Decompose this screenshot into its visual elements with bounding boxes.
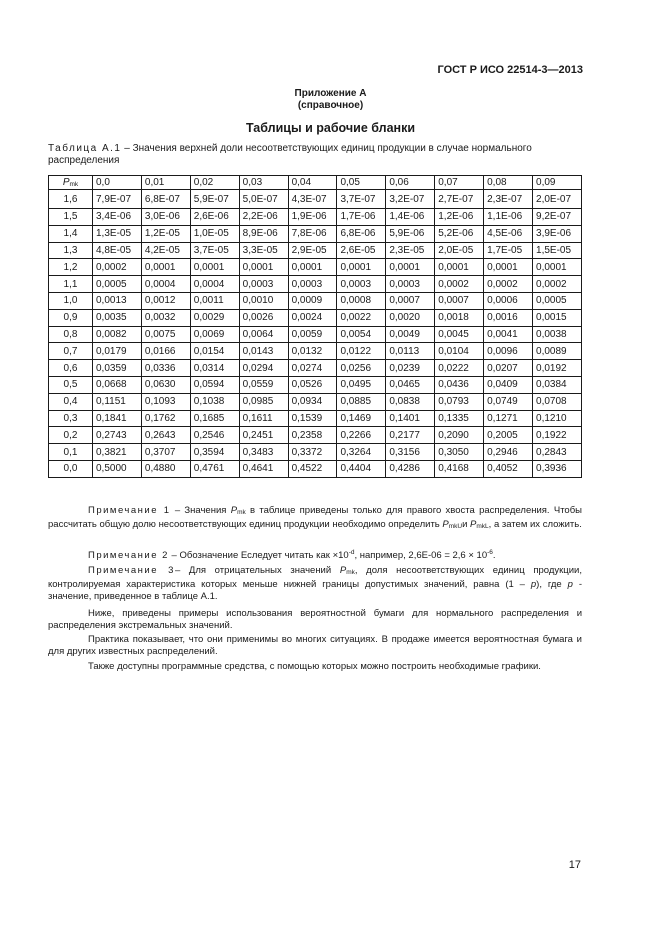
table-cell: 3,7E-05 bbox=[190, 242, 239, 259]
table-cell: 0,4052 bbox=[484, 460, 533, 477]
table-cell: 0,0630 bbox=[141, 376, 190, 393]
table-cell: 0,0041 bbox=[484, 326, 533, 343]
table-cell: 1,0E-05 bbox=[190, 225, 239, 242]
note-1-symbol-3: P bbox=[470, 519, 477, 530]
table-cell: 0,0012 bbox=[141, 292, 190, 309]
column-header: 0,05 bbox=[337, 176, 386, 190]
row-header-cell: 1,4 bbox=[49, 225, 93, 242]
paragraph-3: Также доступны программные средства, с помощью которых можно построить необходимые графики. bbox=[88, 661, 541, 672]
note-3-text-b: , доля несоответствующих единиц продукции, контролируемая характеристика которых меньше нижней границы допустимых значений, равна (1 – bbox=[48, 565, 582, 590]
row-header-cell: 1,6 bbox=[49, 190, 93, 209]
table-cell: 2,0E-05 bbox=[435, 242, 484, 259]
note-1-text-d: , а затем их сложить. bbox=[488, 519, 582, 530]
table-cell: 0,3594 bbox=[190, 444, 239, 461]
table-cell: 0,1539 bbox=[288, 410, 337, 427]
table-row bbox=[49, 259, 582, 276]
table-cell: 0,2358 bbox=[288, 427, 337, 444]
table-cell: 0,0054 bbox=[337, 326, 386, 343]
table-cell: 5,9E-06 bbox=[386, 225, 435, 242]
table-cell: 0,4168 bbox=[435, 460, 484, 477]
note-2-text-c: . bbox=[492, 550, 496, 561]
table-cell: 1,7E-05 bbox=[484, 242, 533, 259]
table-cell: 1,1E-06 bbox=[484, 209, 533, 226]
table-cell: 0,0003 bbox=[288, 276, 337, 293]
table-cell: 0,0024 bbox=[288, 309, 337, 326]
table-cell: 1,9E-06 bbox=[288, 209, 337, 226]
row-header-cell: 0,7 bbox=[49, 343, 93, 360]
table-cell: 0,0007 bbox=[435, 292, 484, 309]
note-1 bbox=[48, 505, 582, 533]
column-header: 0,01 bbox=[141, 176, 190, 190]
note-1-symbol-2-sub: mkU bbox=[448, 523, 463, 530]
table-cell: 0,0222 bbox=[435, 360, 484, 377]
note-1-symbol-2: P bbox=[442, 519, 449, 530]
corner-subscript: mk bbox=[69, 181, 79, 188]
table-cell: 0,0359 bbox=[93, 360, 142, 377]
table-cell: 0,0934 bbox=[288, 393, 337, 410]
table-cell: 0,0409 bbox=[484, 376, 533, 393]
table-cell: 8,9E-06 bbox=[239, 225, 288, 242]
table-cell: 0,3821 bbox=[93, 444, 142, 461]
table-cell: 0,2743 bbox=[93, 427, 142, 444]
table-cell: 4,2E-05 bbox=[141, 242, 190, 259]
annex-subtitle: (справочное) bbox=[297, 100, 364, 111]
table-cell: 0,0985 bbox=[239, 393, 288, 410]
row-header-cell: 0,1 bbox=[49, 444, 93, 461]
note-2-sup-1: -d bbox=[348, 549, 355, 556]
row-header-cell: 0,4 bbox=[49, 393, 93, 410]
table-cell: 0,1038 bbox=[190, 393, 239, 410]
table-cell: 0,0495 bbox=[337, 376, 386, 393]
table-cell: 0,0020 bbox=[386, 309, 435, 326]
page-number: 17 bbox=[568, 859, 581, 871]
table-cell: 0,0294 bbox=[239, 360, 288, 377]
table-cell: 0,0179 bbox=[93, 343, 142, 360]
table-cell: 0,0336 bbox=[141, 360, 190, 377]
table-cell: 0,0009 bbox=[288, 292, 337, 309]
table-cell: 0,4761 bbox=[190, 460, 239, 477]
table-cell: 0,0003 bbox=[337, 276, 386, 293]
table-cell: 1,5E-05 bbox=[533, 242, 582, 259]
table-cell: 0,1762 bbox=[141, 410, 190, 427]
table-cell: 0,0594 bbox=[190, 376, 239, 393]
note-3-symbol: P bbox=[339, 565, 347, 576]
table-cell: 0,0096 bbox=[484, 343, 533, 360]
note-1-symbol-3-sub: mkL bbox=[476, 523, 489, 530]
column-header: 0,06 bbox=[386, 176, 435, 190]
table-cell: 0,0256 bbox=[337, 360, 386, 377]
table-cell: 0,3050 bbox=[435, 444, 484, 461]
table-row bbox=[49, 190, 582, 209]
table-cell: 0,0082 bbox=[93, 326, 142, 343]
table-cell: 0,0059 bbox=[288, 326, 337, 343]
table-cell: 0,4404 bbox=[337, 460, 386, 477]
annex-title: Приложение А bbox=[294, 88, 367, 99]
table-cell: 0,0005 bbox=[93, 276, 142, 293]
table-cell: 0,1093 bbox=[141, 393, 190, 410]
table-cell: 1,2E-05 bbox=[141, 225, 190, 242]
table-cell: 0,2946 bbox=[484, 444, 533, 461]
table-row bbox=[49, 276, 582, 293]
table-cell: 0,0143 bbox=[239, 343, 288, 360]
table-cell: 0,0029 bbox=[190, 309, 239, 326]
row-header-cell: 1,2 bbox=[49, 259, 93, 276]
table-cell: 0,0005 bbox=[533, 292, 582, 309]
table-cell: 0,0010 bbox=[239, 292, 288, 309]
table-cell: 0,2005 bbox=[484, 427, 533, 444]
table-cell: 0,1210 bbox=[533, 410, 582, 427]
table-cell: 0,0006 bbox=[484, 292, 533, 309]
table-cell: 0,0001 bbox=[435, 259, 484, 276]
table-cell: 0,0002 bbox=[435, 276, 484, 293]
row-header-cell: 1,3 bbox=[49, 242, 93, 259]
table-row bbox=[49, 225, 582, 242]
table-cell: 3,0E-06 bbox=[141, 209, 190, 226]
table-cell: 5,9E-07 bbox=[190, 190, 239, 209]
table-cell: 0,0793 bbox=[435, 393, 484, 410]
table-cell: 2,0E-07 bbox=[533, 190, 582, 209]
table-cell: 1,7E-06 bbox=[337, 209, 386, 226]
row-header-cell: 1,0 bbox=[49, 292, 93, 309]
table-cell: 0,1271 bbox=[484, 410, 533, 427]
table-cell: 2,9E-05 bbox=[288, 242, 337, 259]
column-header: 0,03 bbox=[239, 176, 288, 190]
table-cell: 0,0004 bbox=[141, 276, 190, 293]
table-cell: 0,0113 bbox=[386, 343, 435, 360]
table-row bbox=[49, 309, 582, 326]
table-row bbox=[49, 444, 582, 461]
table-cell: 0,2266 bbox=[337, 427, 386, 444]
table-cell: 0,0559 bbox=[239, 376, 288, 393]
note-1-symbol: P bbox=[230, 505, 238, 516]
note-2 bbox=[48, 547, 582, 562]
table-cell: 0,0064 bbox=[239, 326, 288, 343]
table-cell: 0,0384 bbox=[533, 376, 582, 393]
table-cell: 4,3E-07 bbox=[288, 190, 337, 209]
table-body bbox=[49, 190, 582, 478]
table-cell: 0,0011 bbox=[190, 292, 239, 309]
table-cell: 0,3483 bbox=[239, 444, 288, 461]
note-2-text-b: , например, 2,6E-06 = 2,6 × 10 bbox=[354, 550, 488, 561]
table-cell: 1,3E-05 bbox=[93, 225, 142, 242]
table-cell: 7,8E-06 bbox=[288, 225, 337, 242]
table-cell: 0,0089 bbox=[533, 343, 582, 360]
row-header-cell: 0,5 bbox=[49, 376, 93, 393]
table-cell: 0,2177 bbox=[386, 427, 435, 444]
table-cell: 6,8E-06 bbox=[337, 225, 386, 242]
table-cell: 0,0069 bbox=[190, 326, 239, 343]
column-header: 0,07 bbox=[435, 176, 484, 190]
table-row bbox=[49, 393, 582, 410]
table-cell: 0,2090 bbox=[435, 427, 484, 444]
table-cell: 0,1611 bbox=[239, 410, 288, 427]
table-cell: 9,2E-07 bbox=[533, 209, 582, 226]
table-cell: 0,0001 bbox=[288, 259, 337, 276]
column-header: 0,08 bbox=[484, 176, 533, 190]
table-cell: 3,2E-07 bbox=[386, 190, 435, 209]
note-1-text-b: в таблице приведены только для правого хвоста распределения. Чтобы рассчитать общую долю несоответствующих единиц продукции необходимо определить bbox=[48, 505, 582, 530]
note-3-text-a: – Для отрицательных значений bbox=[174, 565, 340, 576]
table-cell: 0,0001 bbox=[190, 259, 239, 276]
row-header-cell: 0,0 bbox=[49, 460, 93, 477]
table-cell: 0,0001 bbox=[386, 259, 435, 276]
table-cell: 0,0104 bbox=[435, 343, 484, 360]
note-2-text-a: – Обозначение Еследует читать как ×10 bbox=[168, 550, 349, 561]
table-cell: 0,5000 bbox=[93, 460, 142, 477]
table-cell: 0,0015 bbox=[533, 309, 582, 326]
table-cell: 0,0132 bbox=[288, 343, 337, 360]
table-cell: 0,0708 bbox=[533, 393, 582, 410]
table-cell: 0,0032 bbox=[141, 309, 190, 326]
table-cell: 0,1685 bbox=[190, 410, 239, 427]
row-header-cell: 1,1 bbox=[49, 276, 93, 293]
table-cell: 0,0001 bbox=[533, 259, 582, 276]
column-header: 0,02 bbox=[190, 176, 239, 190]
table-cell: 0,0008 bbox=[337, 292, 386, 309]
table-cell: 0,0003 bbox=[386, 276, 435, 293]
table-cell: 0,0026 bbox=[239, 309, 288, 326]
table-cell: 0,0192 bbox=[533, 360, 582, 377]
table-cell: 0,0239 bbox=[386, 360, 435, 377]
table-cell: 0,0002 bbox=[484, 276, 533, 293]
table-cell: 0,0166 bbox=[141, 343, 190, 360]
table-cell: 3,4E-06 bbox=[93, 209, 142, 226]
table-cell: 0,3156 bbox=[386, 444, 435, 461]
table-cell: 0,0526 bbox=[288, 376, 337, 393]
note-1-label: Примечание 1 bbox=[88, 505, 171, 516]
table-cell: 3,7E-07 bbox=[337, 190, 386, 209]
table-caption-text: – Значения верхней доли несоответствующих единиц продукции в случае нормального распределения bbox=[48, 143, 532, 166]
row-header-cell: 0,3 bbox=[49, 410, 93, 427]
document-code: ГОСТ Р ИСО 22514-3—2013 bbox=[437, 64, 583, 76]
paragraph-2: Практика показывает, что они применимы во многих ситуациях. В продаже имеется вероятностная бумага и для других известных распределений. bbox=[48, 634, 582, 657]
table-cell: 0,0016 bbox=[484, 309, 533, 326]
table-cell: 0,0007 bbox=[386, 292, 435, 309]
table-cell: 4,5E-06 bbox=[484, 225, 533, 242]
table-cell: 3,3E-05 bbox=[239, 242, 288, 259]
table-cell: 0,1922 bbox=[533, 427, 582, 444]
table-row bbox=[49, 360, 582, 377]
table-cell: 4,8E-05 bbox=[93, 242, 142, 259]
column-header: 0,04 bbox=[288, 176, 337, 190]
table-cell: 0,0049 bbox=[386, 326, 435, 343]
table-cell: 0,0004 bbox=[190, 276, 239, 293]
table-row bbox=[49, 460, 582, 477]
note-2-label: Примечание 2 bbox=[88, 550, 169, 561]
table-row bbox=[49, 427, 582, 444]
table-cell: 0,0001 bbox=[239, 259, 288, 276]
table-cell: 0,0013 bbox=[93, 292, 142, 309]
table-cell: 0,2643 bbox=[141, 427, 190, 444]
table-cell: 0,2451 bbox=[239, 427, 288, 444]
table-cell: 0,0035 bbox=[93, 309, 142, 326]
row-header-cell: 0,2 bbox=[49, 427, 93, 444]
note-2-sup-2: -6 bbox=[487, 549, 493, 556]
table-cell: 0,3707 bbox=[141, 444, 190, 461]
table-cell: 0,1469 bbox=[337, 410, 386, 427]
table-cell: 0,4641 bbox=[239, 460, 288, 477]
table-cell: 0,0018 bbox=[435, 309, 484, 326]
note-3-text-d: - значение, приведенное в таблице А.1. bbox=[48, 579, 582, 602]
table-cell: 0,1841 bbox=[93, 410, 142, 427]
section-title: Таблицы и рабочие бланки bbox=[245, 121, 416, 135]
row-header-cell: 1,5 bbox=[49, 209, 93, 226]
table-cell: 0,0885 bbox=[337, 393, 386, 410]
table-cell: 0,1335 bbox=[435, 410, 484, 427]
table-caption-label: Таблица А.1 bbox=[48, 143, 122, 154]
table-cell: 1,4E-06 bbox=[386, 209, 435, 226]
table-cell: 1,2E-06 bbox=[435, 209, 484, 226]
note-3-var-2: p bbox=[567, 579, 573, 590]
table-cell: 0,0022 bbox=[337, 309, 386, 326]
paragraph-1: Ниже, приведены примеры использования вероятностной бумаги для нормального распределения и распределения экстремальных значений. bbox=[48, 608, 582, 631]
column-header: 0,0 bbox=[93, 176, 142, 190]
table-cell: 2,3E-05 bbox=[386, 242, 435, 259]
table-cell: 0,3372 bbox=[288, 444, 337, 461]
note-1-text-c: и bbox=[462, 519, 471, 530]
table-cell: 0,0002 bbox=[93, 259, 142, 276]
probability-table bbox=[48, 175, 582, 478]
table-cell: 0,0465 bbox=[386, 376, 435, 393]
table-cell: 0,3264 bbox=[337, 444, 386, 461]
table-cell: 5,2E-06 bbox=[435, 225, 484, 242]
row-header-cell: 0,9 bbox=[49, 309, 93, 326]
table-cell: 7,9E-07 bbox=[93, 190, 142, 209]
table-cell: 0,4522 bbox=[288, 460, 337, 477]
table-caption bbox=[48, 143, 588, 167]
table-cell: 0,0207 bbox=[484, 360, 533, 377]
table-cell: 0,1151 bbox=[93, 393, 142, 410]
table-cell: 0,2843 bbox=[533, 444, 582, 461]
table-cell: 0,0749 bbox=[484, 393, 533, 410]
note-1-symbol-sub: mk bbox=[237, 509, 246, 516]
table-cell: 0,0436 bbox=[435, 376, 484, 393]
table-cell: 0,1401 bbox=[386, 410, 435, 427]
table-cell: 0,0001 bbox=[337, 259, 386, 276]
table-cell: 0,0668 bbox=[93, 376, 142, 393]
table-row bbox=[49, 242, 582, 259]
column-header: 0,09 bbox=[533, 176, 582, 190]
note-3-var: p bbox=[530, 579, 537, 590]
table-cell: 6,8E-07 bbox=[141, 190, 190, 209]
table-cell: 0,0002 bbox=[533, 276, 582, 293]
note-1-text-a: – Значения bbox=[170, 505, 231, 516]
table-header-row bbox=[49, 176, 582, 190]
table-cell: 0,0038 bbox=[533, 326, 582, 343]
table-cell: 0,0154 bbox=[190, 343, 239, 360]
table-cell: 0,0274 bbox=[288, 360, 337, 377]
row-header-cell: 0,8 bbox=[49, 326, 93, 343]
table-cell: 2,3E-07 bbox=[484, 190, 533, 209]
table-cell: 0,3936 bbox=[533, 460, 582, 477]
table-row bbox=[49, 209, 582, 226]
table-row bbox=[49, 376, 582, 393]
note-3-text-c: ), где bbox=[536, 579, 568, 590]
table-row bbox=[49, 326, 582, 343]
table-cell: 0,0003 bbox=[239, 276, 288, 293]
table-row bbox=[49, 410, 582, 427]
table-cell: 2,6E-06 bbox=[190, 209, 239, 226]
table-cell: 0,0001 bbox=[141, 259, 190, 276]
table-cell: 0,0838 bbox=[386, 393, 435, 410]
row-header-cell: 0,6 bbox=[49, 360, 93, 377]
note-3-label: Примечание 3 bbox=[88, 565, 175, 576]
note-3-symbol-sub: mk bbox=[346, 569, 355, 576]
table-cell: 2,6E-05 bbox=[337, 242, 386, 259]
table-cell: 3,9E-06 bbox=[533, 225, 582, 242]
corner-symbol: P bbox=[62, 177, 70, 188]
table-cell: 2,2E-06 bbox=[239, 209, 288, 226]
corner-header bbox=[49, 176, 93, 190]
table-cell: 0,0122 bbox=[337, 343, 386, 360]
table-cell: 0,4880 bbox=[141, 460, 190, 477]
table-cell: 5,0E-07 bbox=[239, 190, 288, 209]
table-cell: 0,0001 bbox=[484, 259, 533, 276]
table-cell: 0,2546 bbox=[190, 427, 239, 444]
table-cell: 0,4286 bbox=[386, 460, 435, 477]
table-row bbox=[49, 292, 582, 309]
table-row bbox=[49, 343, 582, 360]
table-cell: 0,0314 bbox=[190, 360, 239, 377]
table-cell: 0,0075 bbox=[141, 326, 190, 343]
table-cell: 0,0045 bbox=[435, 326, 484, 343]
table-cell: 2,7E-07 bbox=[435, 190, 484, 209]
note-3 bbox=[48, 565, 582, 603]
